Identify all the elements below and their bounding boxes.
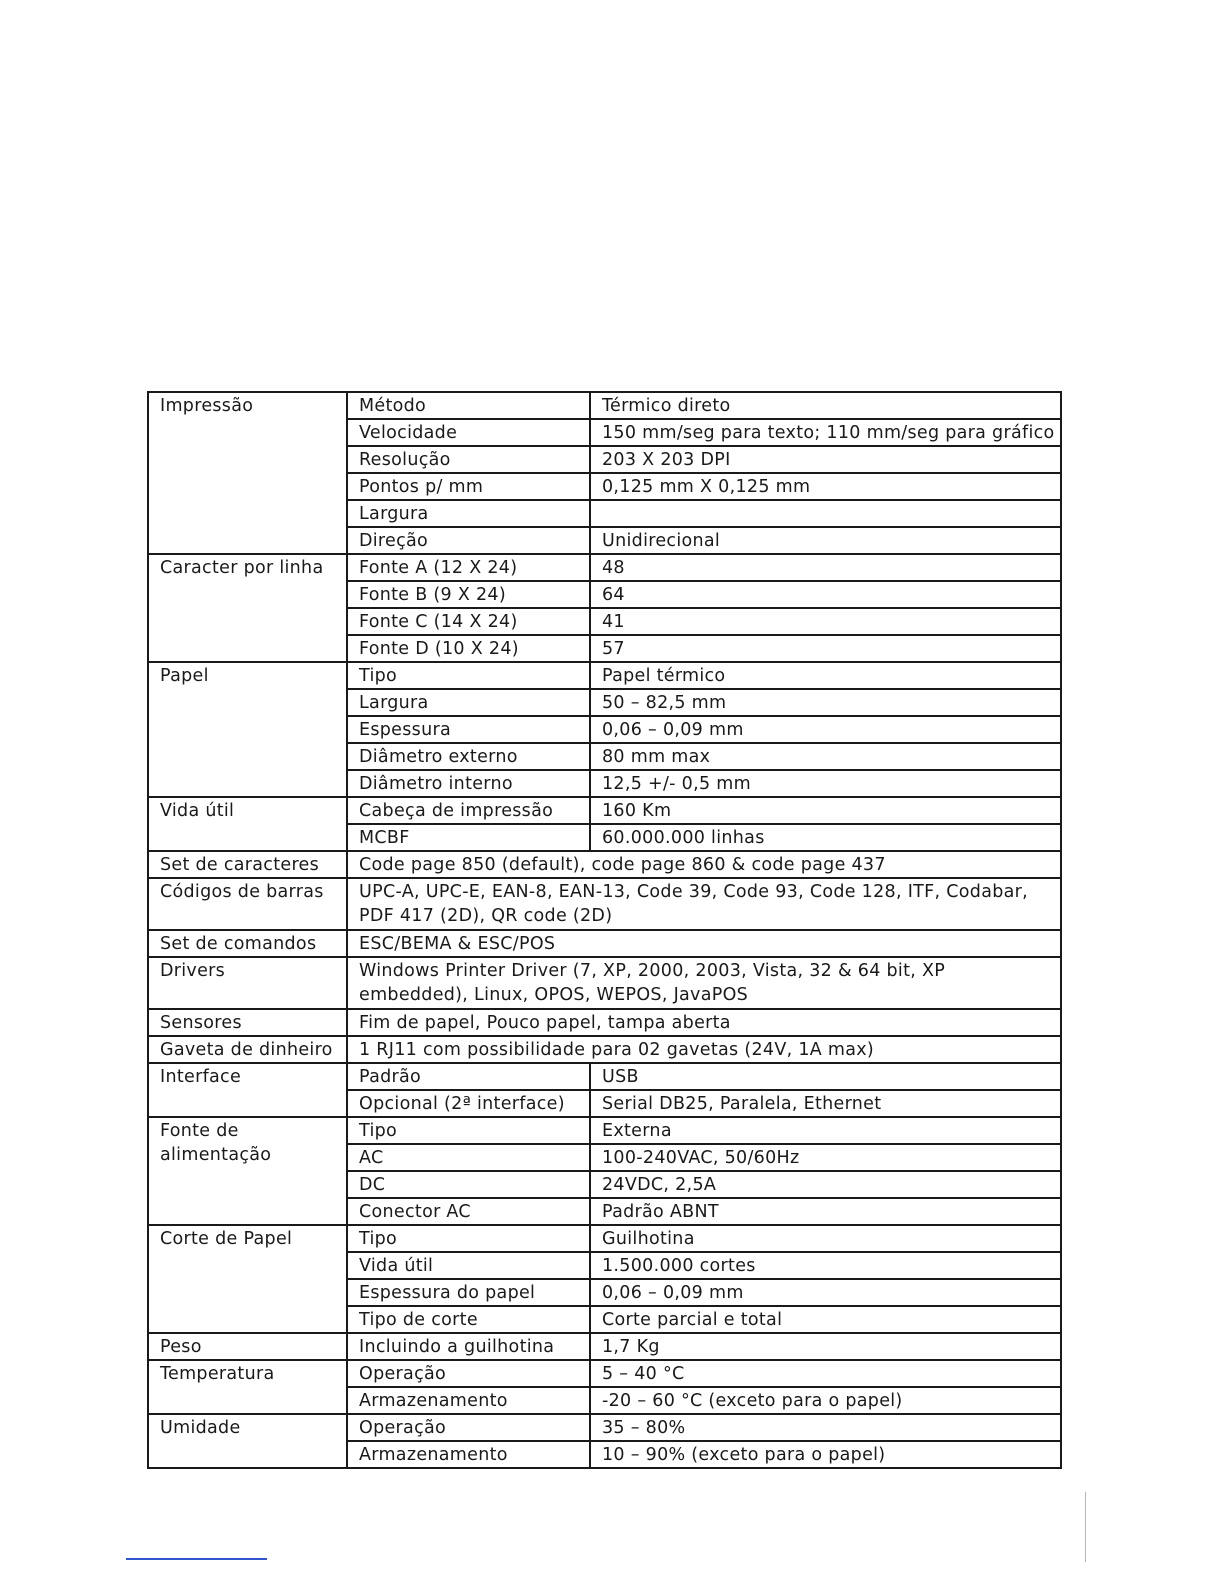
spec-value: Térmico direto [590,392,1061,419]
category-corte-de-papel: Corte de Papel [148,1225,347,1333]
category-gaveta-de-dinheiro: Gaveta de dinheiro [148,1036,347,1063]
table-row [148,797,1061,824]
spec-value: 41 [590,608,1061,635]
spec-value: 0,06 – 0,09 mm [590,1279,1061,1306]
spec-value: Corte parcial e total [590,1306,1061,1333]
table-row [148,1063,1061,1090]
spec-label: Incluindo a guilhotina [347,1333,590,1360]
spec-label: Fonte C (14 X 24) [347,608,590,635]
table-row [148,957,1061,1009]
category-drivers: Drivers [148,957,347,1009]
spec-value: Serial DB25, Paralela, Ethernet [590,1090,1061,1117]
spec-value: 150 mm/seg para texto; 110 mm/seg para gráfico [590,419,1061,446]
table-row [148,662,1061,689]
spec-label: Cabeça de impressão [347,797,590,824]
spec-label: Armazenamento [347,1441,590,1468]
category-sensores: Sensores [148,1009,347,1036]
category-impressao: Impressão [148,392,347,554]
category-papel: Papel [148,662,347,797]
spec-value: 57 [590,635,1061,662]
page-margin-rule [1085,1492,1086,1562]
spec-value: 80 mm max [590,743,1061,770]
table-row [148,930,1061,957]
table-row [148,1333,1061,1360]
spec-label: Pontos p/ mm [347,473,590,500]
spec-value: -20 – 60 °C (exceto para o papel) [590,1387,1061,1414]
table-row [148,1009,1061,1036]
spec-value: 0,125 mm X 0,125 mm [590,473,1061,500]
spec-value: Unidirecional [590,527,1061,554]
spec-label: Espessura [347,716,590,743]
spec-value: 12,5 +/- 0,5 mm [590,770,1061,797]
spec-value: Windows Printer Driver (7, XP, 2000, 2003, Vista, 32 & 64 bit, XP embedded), Linux, OPOS, WEPOS, JavaPOS [347,957,1061,1009]
spec-value: 24VDC, 2,5A [590,1171,1061,1198]
spec-value: USB [590,1063,1061,1090]
spec-label: Armazenamento [347,1387,590,1414]
spec-value: 5 – 40 °C [590,1360,1061,1387]
spec-value: 35 – 80% [590,1414,1061,1441]
spec-label: MCBF [347,824,590,851]
spec-value: 60.000.000 linhas [590,824,1061,851]
table-row [148,1414,1061,1441]
spec-value: 1 RJ11 com possibilidade para 02 gavetas (24V, 1A max) [347,1036,1061,1063]
specifications-table [147,391,1062,1469]
category-peso: Peso [148,1333,347,1360]
spec-value: 1,7 Kg [590,1333,1061,1360]
spec-label: Fonte D (10 X 24) [347,635,590,662]
spec-label: Diâmetro interno [347,770,590,797]
spec-value: 160 Km [590,797,1061,824]
category-caracter-por-linha: Caracter por linha [148,554,347,662]
spec-label: Espessura do papel [347,1279,590,1306]
spec-label: Fonte B (9 X 24) [347,581,590,608]
spec-value: 0,06 – 0,09 mm [590,716,1061,743]
spec-value [590,500,1061,527]
table-row [148,878,1061,930]
spec-label: Largura [347,689,590,716]
spec-label: Direção [347,527,590,554]
table-row [148,1360,1061,1387]
table-row [148,1225,1061,1252]
spec-value: 203 X 203 DPI [590,446,1061,473]
spec-label: Operação [347,1414,590,1441]
spec-value: Guilhotina [590,1225,1061,1252]
category-set-de-caracteres: Set de caracteres [148,851,347,878]
category-codigos-de-barras: Códigos de barras [148,878,347,930]
spec-label: Fonte A (12 X 24) [347,554,590,581]
spec-label: Método [347,392,590,419]
table-row [148,392,1061,419]
spec-label: Opcional (2ª interface) [347,1090,590,1117]
category-vida-util: Vida útil [148,797,347,851]
spec-label: DC [347,1171,590,1198]
spec-value: 64 [590,581,1061,608]
category-umidade: Umidade [148,1414,347,1468]
spec-label: Tipo [347,1117,590,1144]
spec-label: Tipo [347,1225,590,1252]
spec-value: 1.500.000 cortes [590,1252,1061,1279]
spec-value: 50 – 82,5 mm [590,689,1061,716]
table-row [148,1117,1061,1144]
spec-label: Padrão [347,1063,590,1090]
spec-value: 100-240VAC, 50/60Hz [590,1144,1061,1171]
spec-label: Conector AC [347,1198,590,1225]
spec-value: Fim de papel, Pouco papel, tampa aberta [347,1009,1061,1036]
spec-label: AC [347,1144,590,1171]
category-fonte-de-alimentacao: Fonte de alimentação [148,1117,347,1225]
spec-label: Operação [347,1360,590,1387]
spec-value: ESC/BEMA & ESC/POS [347,930,1061,957]
spec-value: Code page 850 (default), code page 860 & code page 437 [347,851,1061,878]
table-row [148,851,1061,878]
spec-label: Largura [347,500,590,527]
spec-label: Tipo de corte [347,1306,590,1333]
category-interface: Interface [148,1063,347,1117]
spec-label: Tipo [347,662,590,689]
spec-value: 48 [590,554,1061,581]
category-temperatura: Temperatura [148,1360,347,1414]
table-row [148,1036,1061,1063]
spec-value: Externa [590,1117,1061,1144]
spec-value: UPC-A, UPC-E, EAN-8, EAN-13, Code 39, Code 93, Code 128, ITF, Codabar, PDF 417 (2D), QR code (2D) [347,878,1061,930]
spec-label: Resolução [347,446,590,473]
category-set-de-comandos: Set de comandos [148,930,347,957]
spec-value: Padrão ABNT [590,1198,1061,1225]
table-row [148,554,1061,581]
spec-value: Papel térmico [590,662,1061,689]
spec-label: Velocidade [347,419,590,446]
spec-value: 10 – 90% (exceto para o papel) [590,1441,1061,1468]
spec-label: Diâmetro externo [347,743,590,770]
footer-link-underline [126,1558,267,1560]
spec-label: Vida útil [347,1252,590,1279]
